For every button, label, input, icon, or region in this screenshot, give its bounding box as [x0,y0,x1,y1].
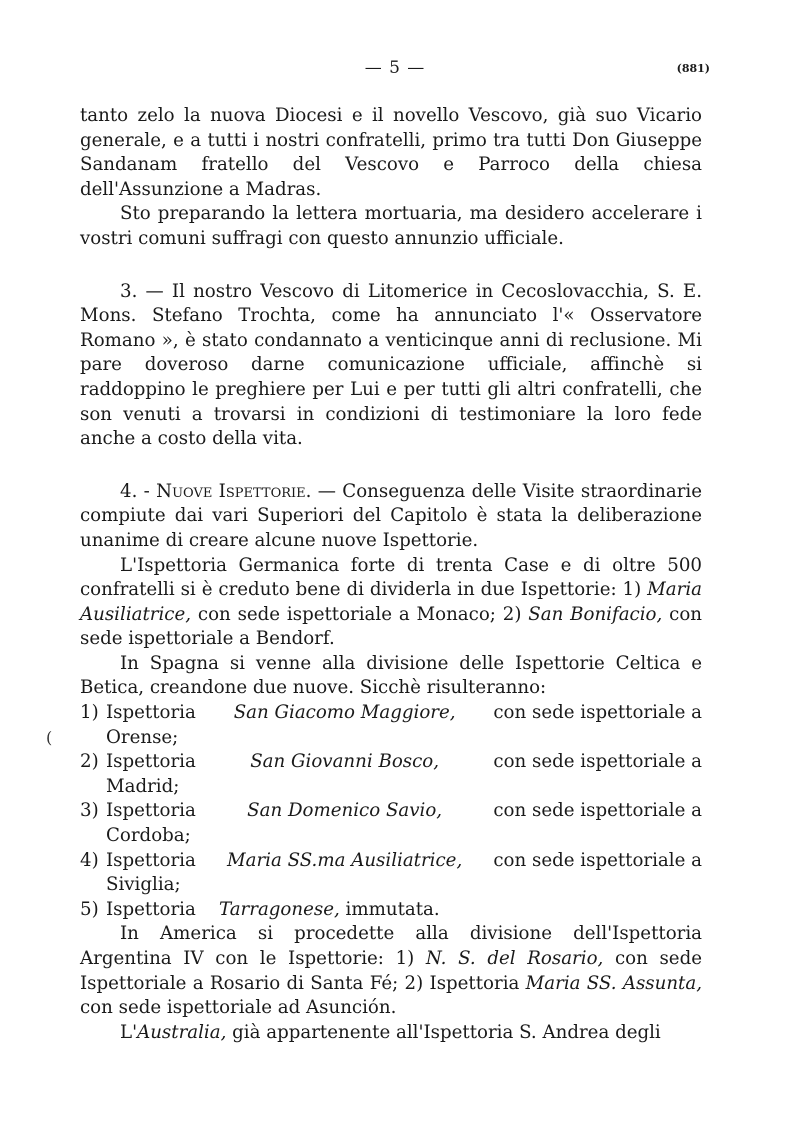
list-item: 4) Ispettoria Maria SS.ma Ausiliatrice, con sede ispettoriale a Siviglia; [80,849,702,896]
paragraph: tanto zelo la nuova Diocesi e il novello Vescovo, già suo Vicario generale, e a tutti i nostri confratelli, primo tra tutti Don Giuseppe Sandanam fratello del Vescovo e Parroco della chiesa dell'Assunzione a Madras. [80,105,702,200]
list-item: 2) Ispettoria San Giovanni Bosco, con sede ispettoriale a Madrid; [80,751,702,797]
page-reference: (881) [676,62,710,75]
paragraph: L'Australia, già appartenente all'Ispettoria S. Andrea degli [120,1021,661,1043]
paragraph: In Spagna si venne alla divisione delle Ispettorie Celtica e Betica, creandone due nuove. Sicchè risulteranno: [80,652,702,699]
page-number: — 5 — [364,58,426,78]
paragraph: In America si procedette alla divisione dell'Ispettoria Argentina IV con le Ispettorie: 1) N. S. del Rosario, con sede Ispettoriale a Rosario di Santa Fé; 2) Ispettoria Maria SS. Assunta, con sede ispettoriale ad Asunción. [80,923,702,1019]
inspectorate-list [80,701,702,922]
paragraph: L'Ispettoria Germanica forte di trenta Case e di oltre 500 confratelli si è creduto bene di dividerla in due Ispettorie: 1) Maria Ausiliatrice, con sede ispettoriale a Monaco; 2) San Bonifacio, con sede ispettoriale a Bendorf. [80,554,702,650]
paragraph-section-4: 4. - Nuove Ispettorie. — Conseguenza delle Visite straordinarie compiute dai vari Superiori del Capitolo è stata la deliberazione unanime di creare alcune nuove Ispettorie. [80,480,702,551]
paragraph: Sto preparando la lettera mortuaria, ma desidero accelerare i vostri comuni suffragi con questo annunzio ufficiale. [80,203,702,249]
page-header [80,58,710,82]
margin-mark: ( [46,728,53,747]
paragraph-section-3: 3. — Il nostro Vescovo di Litomerice in Cecoslovacchia, S. E. Mons. Stefano Trochta, come ha annunciato l'« Osservatore Romano », è stato condannato a venticinque anni di reclusione. Mi pare doveroso darne comunicazione ufficiale, affinchè si raddoppino le preghiere per Lui e per tutti gli altri confratelli, che son venuti a trovarsi in condizioni di testimoniare la loro fede anche a costo della vita. [80,280,702,450]
document-body [80,104,702,1045]
section-heading: Nuove Ispettorie. [156,480,312,502]
list-item: 1) Ispettoria San Giacomo Maggiore, con sede ispettoriale a Orense; [80,702,702,748]
list-item: 3) Ispettoria San Domenico Savio, con sede ispettoriale a Cordoba; [80,800,702,847]
list-item: 5) Ispettoria Tarragonese, immutata. [80,898,440,920]
